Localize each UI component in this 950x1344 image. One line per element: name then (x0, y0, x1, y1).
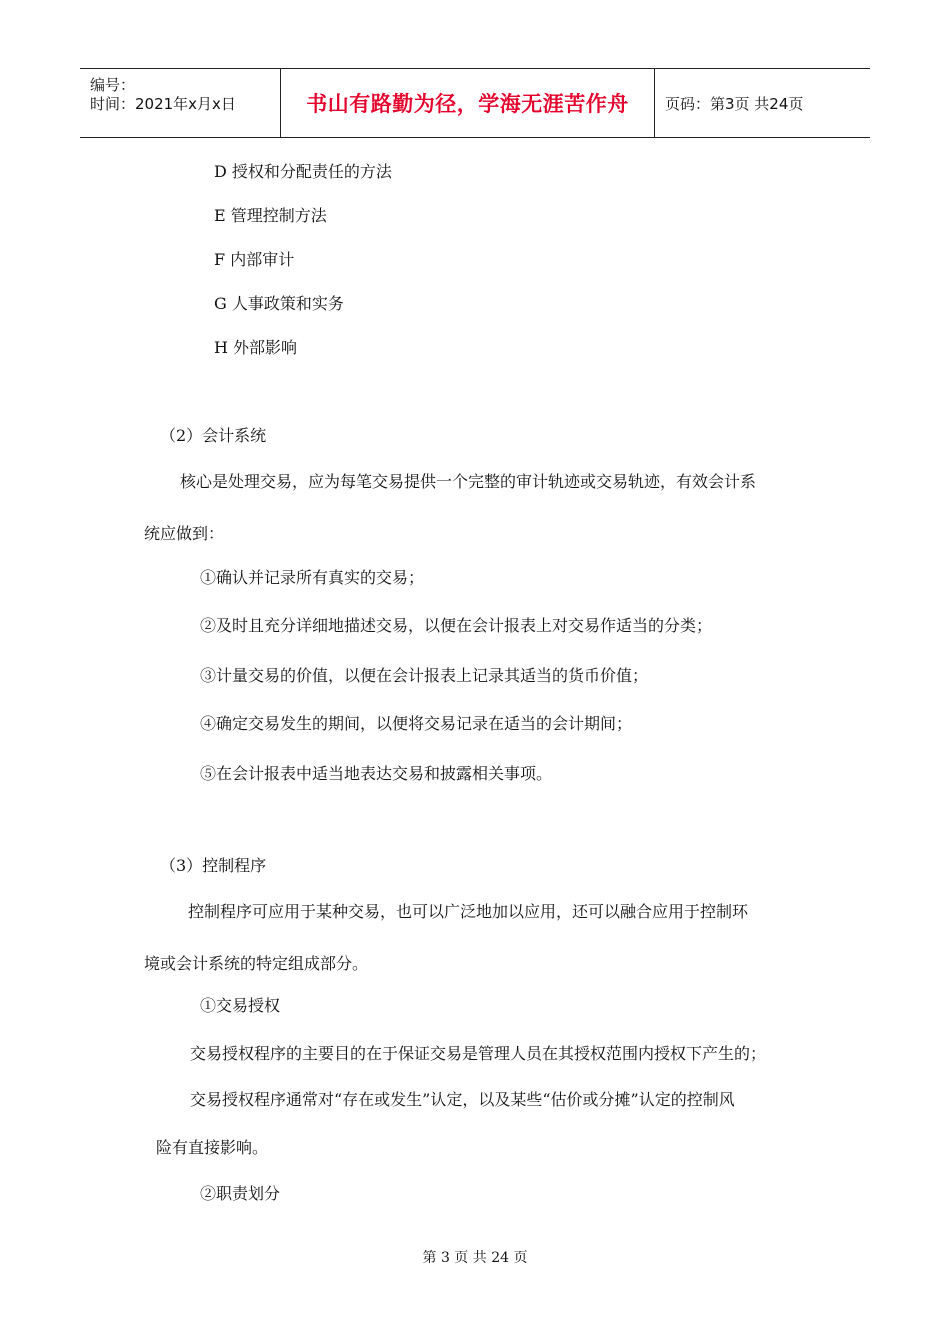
subsection-1-heading: ①交易授权 (200, 996, 281, 1015)
accounting-point-5: ⑤在会计报表中适当地表达交易和披露相关事项。 (200, 764, 553, 783)
page-footer: 第 3 页 共 24 页 (422, 1250, 528, 1266)
accounting-point-4: ④确定交易发生的期间，以便将交易记录在适当的会计期间； (200, 714, 633, 733)
subsection-1-paragraph-2-line1: 交易授权程序通常对“存在或发生”认定，以及某些“估价或分摊”认定的控制风 (190, 1090, 735, 1109)
section-2-paragraph-line1: 核心是处理交易，应为每笔交易提供一个完整的审计轨迹或交易轨迹，有效会计系 (180, 472, 757, 491)
list-item-e: E 管理控制方法 (214, 206, 327, 225)
list-item-h: H 外部影响 (214, 338, 298, 357)
subsection-1-paragraph-2-line2: 险有直接影响。 (156, 1138, 269, 1157)
accounting-point-1: ①确认并记录所有真实的交易； (200, 568, 425, 587)
section-3-paragraph-line1: 控制程序可应用于某种交易，也可以广泛地加以应用，还可以融合应用于控制环 (188, 902, 749, 921)
accounting-point-2: ②及时且充分详细地描述交易，以便在会计报表上对交易作适当的分类； (200, 616, 713, 635)
subsection-1-paragraph-1: 交易授权程序的主要目的在于保证交易是管理人员在其授权范围内授权下产生的； (190, 1044, 767, 1063)
header-page-info: 页码：第3页 共24页 (665, 94, 804, 113)
header-motto: 书山有路勤为径，学海无涯苦作舟 (306, 92, 629, 116)
subsection-2-heading: ②职责划分 (200, 1184, 281, 1203)
header-motto-cell (281, 69, 655, 137)
accounting-point-3: ③计量交易的价值，以便在会计报表上记录其适当的货币价值； (200, 666, 649, 685)
page-header (80, 68, 870, 138)
section-2-paragraph-line2: 统应做到： (144, 524, 225, 543)
section-2-heading: （2）会计系统 (160, 426, 267, 445)
document-date-label: 时间：2021年x月x日 (90, 95, 236, 113)
header-page-cell (655, 69, 870, 137)
section-3-paragraph-line2: 境或会计系统的特定组成部分。 (144, 954, 369, 973)
list-item-g: G 人事政策和实务 (214, 294, 344, 313)
section-3-heading: （3）控制程序 (160, 856, 267, 875)
list-item-d: D 授权和分配责任的方法 (214, 162, 392, 181)
list-item-f: F 内部审计 (214, 250, 295, 269)
document-number-label: 编号： (90, 76, 136, 94)
header-meta-cell (80, 69, 281, 137)
